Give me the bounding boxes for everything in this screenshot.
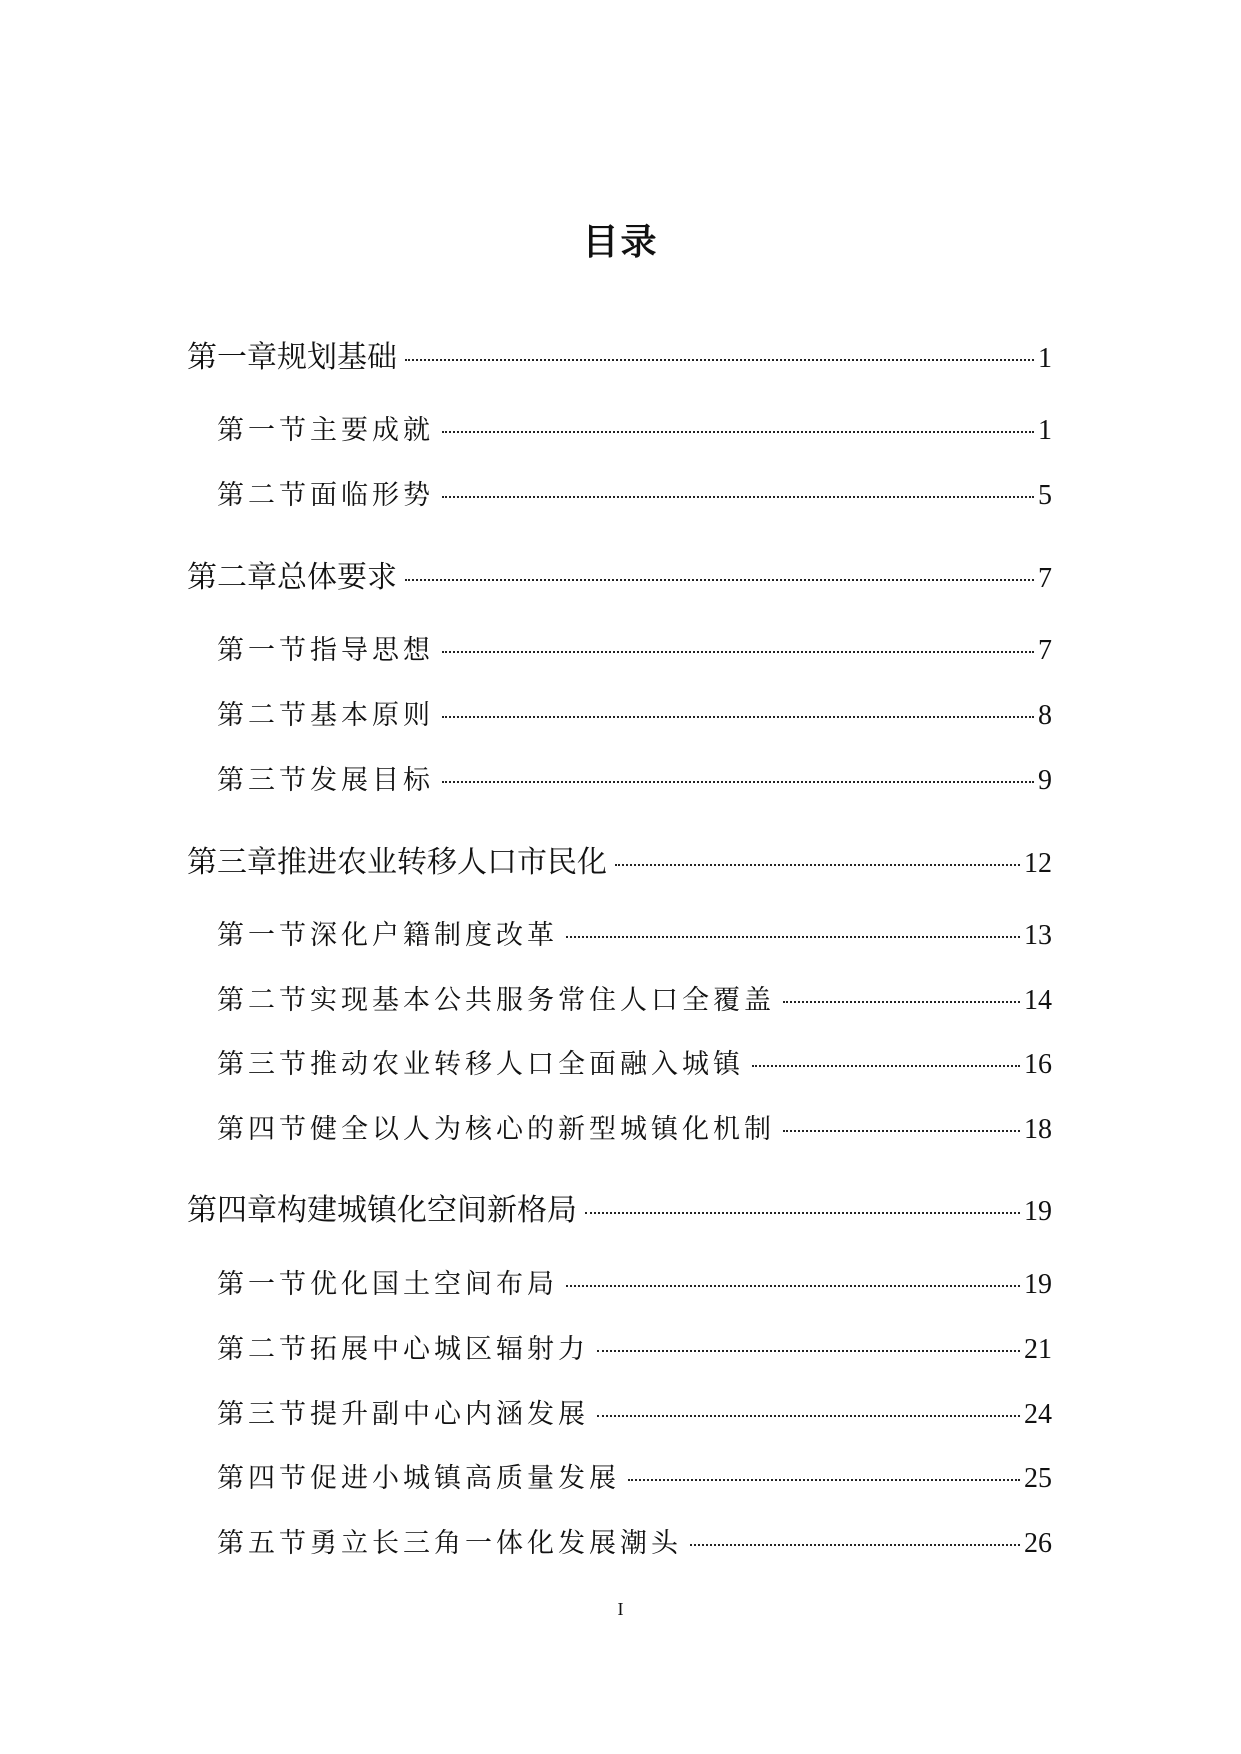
toc-entry-text: 第一节指导思想 bbox=[217, 635, 434, 666]
toc-entry-page: 14 bbox=[1024, 985, 1052, 1016]
toc-entry-section[interactable] bbox=[217, 629, 1052, 673]
toc-entry-page: 7 bbox=[1038, 563, 1052, 594]
dot-leader bbox=[628, 1479, 1020, 1481]
dot-leader bbox=[752, 1065, 1020, 1067]
toc-entry-page: 21 bbox=[1024, 1334, 1052, 1365]
page-title: 目录 bbox=[582, 222, 659, 263]
dot-leader bbox=[442, 496, 1034, 498]
toc-entry-section[interactable] bbox=[217, 409, 1052, 453]
toc-entry-chapter[interactable] bbox=[187, 1188, 1052, 1235]
toc-entry-text: 第一节主要成就 bbox=[217, 415, 434, 446]
toc-entry-page: 1 bbox=[1038, 415, 1052, 446]
page-number: I bbox=[617, 1599, 624, 1619]
toc-entry-page: 7 bbox=[1038, 635, 1052, 666]
toc-entry-text: 第二章总体要求 bbox=[187, 560, 397, 595]
toc-entry-text: 第二节实现基本公共服务常住人口全覆盖 bbox=[217, 985, 775, 1016]
toc-entry-text: 第三节发展目标 bbox=[217, 765, 434, 796]
toc-entry-page: 5 bbox=[1038, 480, 1052, 511]
toc-entry-page: 16 bbox=[1024, 1049, 1052, 1080]
toc-entry-page: 19 bbox=[1024, 1269, 1052, 1300]
toc-entry-section[interactable] bbox=[217, 979, 1052, 1023]
dot-leader bbox=[566, 936, 1020, 938]
toc-entry-text: 第二节基本原则 bbox=[217, 700, 434, 731]
dot-leader bbox=[783, 1130, 1020, 1132]
toc-entry-text: 第二节拓展中心城区辐射力 bbox=[217, 1334, 589, 1365]
toc-entry-text: 第一节优化国土空间布局 bbox=[217, 1269, 558, 1300]
toc-entry-page: 25 bbox=[1024, 1463, 1052, 1494]
toc-entry-text: 第四章构建城镇化空间新格局 bbox=[187, 1193, 577, 1228]
toc-entry-page: 26 bbox=[1024, 1528, 1052, 1559]
toc-entry-text: 第四节促进小城镇高质量发展 bbox=[217, 1463, 620, 1494]
toc-entry-page: 1 bbox=[1038, 343, 1052, 374]
toc-entry-section[interactable] bbox=[217, 1263, 1052, 1307]
toc-entry-page: 9 bbox=[1038, 765, 1052, 796]
toc-entry-text: 第三节提升副中心内涵发展 bbox=[217, 1399, 589, 1430]
dot-leader bbox=[442, 651, 1034, 653]
toc-entry-text: 第五节勇立长三角一体化发展潮头 bbox=[217, 1528, 682, 1559]
toc-entry-section[interactable] bbox=[217, 1393, 1052, 1437]
toc-entry-section[interactable] bbox=[217, 914, 1052, 958]
toc-entry-section[interactable] bbox=[217, 1108, 1052, 1152]
toc-entry-text: 第三节推动农业转移人口全面融入城镇 bbox=[217, 1049, 744, 1080]
toc-entry-section[interactable] bbox=[217, 1457, 1052, 1501]
toc-entry-section[interactable] bbox=[217, 1043, 1052, 1087]
toc-entry-page: 18 bbox=[1024, 1114, 1052, 1145]
toc-entry-page: 19 bbox=[1024, 1196, 1052, 1227]
toc-entry-chapter[interactable] bbox=[187, 335, 1052, 382]
toc-entry-chapter[interactable] bbox=[187, 555, 1052, 602]
dot-leader bbox=[442, 716, 1034, 718]
toc-entry-chapter[interactable] bbox=[187, 840, 1052, 887]
toc-entry-section[interactable] bbox=[217, 694, 1052, 738]
toc-entry-page: 13 bbox=[1024, 920, 1052, 951]
toc-entry-text: 第一节深化户籍制度改革 bbox=[217, 920, 558, 951]
dot-leader bbox=[405, 359, 1034, 361]
dot-leader bbox=[566, 1285, 1020, 1287]
dot-leader bbox=[597, 1415, 1020, 1417]
toc-entry-text: 第三章推进农业转移人口市民化 bbox=[187, 845, 607, 880]
toc-entry-text: 第一章规划基础 bbox=[187, 340, 397, 375]
dot-leader bbox=[690, 1544, 1020, 1546]
toc-entry-section[interactable] bbox=[217, 474, 1052, 518]
dot-leader bbox=[405, 579, 1034, 581]
dot-leader bbox=[783, 1001, 1020, 1003]
toc-entry-page: 24 bbox=[1024, 1399, 1052, 1430]
dot-leader bbox=[597, 1350, 1020, 1352]
toc-entry-page: 8 bbox=[1038, 700, 1052, 731]
dot-leader bbox=[615, 864, 1020, 866]
toc-entry-section[interactable] bbox=[217, 1328, 1052, 1372]
toc-entry-text: 第四节健全以人为核心的新型城镇化机制 bbox=[217, 1114, 775, 1145]
dot-leader bbox=[442, 431, 1034, 433]
toc-entry-section[interactable] bbox=[217, 1522, 1052, 1566]
dot-leader bbox=[585, 1212, 1020, 1214]
dot-leader bbox=[442, 781, 1034, 783]
toc-entry-section[interactable] bbox=[217, 759, 1052, 803]
toc-entry-text: 第二节面临形势 bbox=[217, 480, 434, 511]
toc-entry-page: 12 bbox=[1024, 848, 1052, 879]
